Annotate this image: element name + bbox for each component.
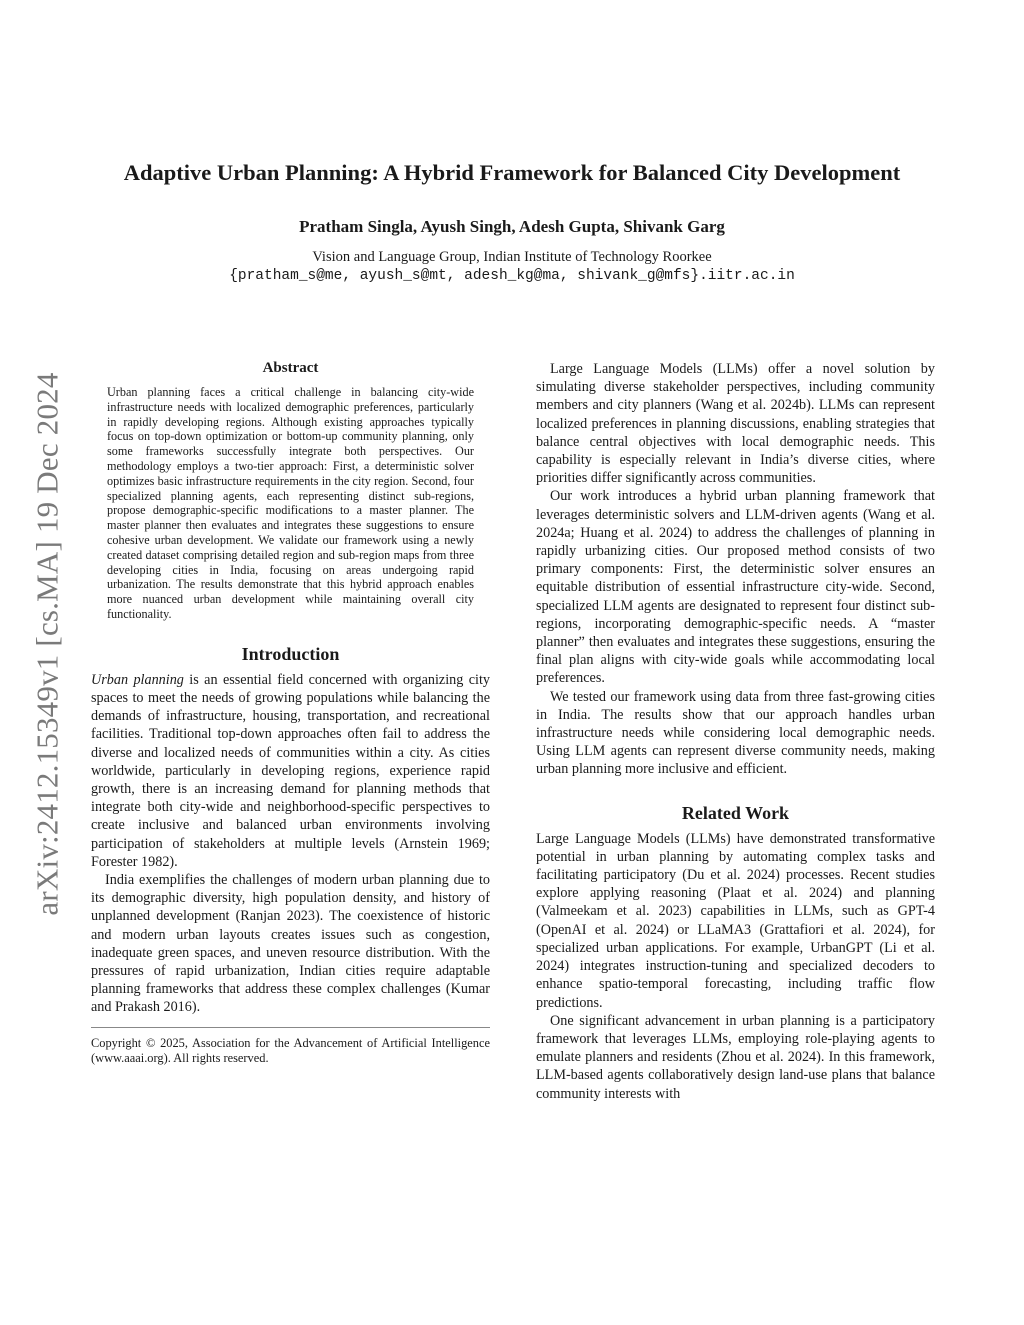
related-work-heading: Related Work [681, 802, 790, 823]
author-emails: {pratham_s@me, ayush_s@mt, adesh_kg@ma, shivank_g@mfs}.iitr.ac.in [229, 268, 795, 284]
right-paragraph-2: Our work introduces a hybrid urban planning framework that leverages deterministic solvers and LLM-driven agents (Wang et al. 2024a; Huang et al. 2024) to address the challenges of planning in rapidly urbanizing cities. Our proposed method consists of two primary components: First, the deterministic solver ensures an equitable distribution of essential infrastructure city-wide. Second, specialized LLM agents are designated to represent four distinct sub-regions, incorporating demographic-specific needs. A “master planner” then evaluates and integrates these suggestions, ensuring the final plan aligns with city-wide goals while accommodating local preferences. [536, 488, 935, 687]
paper-title: Adaptive Urban Planning: A Hybrid Framework for Balanced City Development [123, 160, 901, 185]
introduction-paragraph-1 [91, 671, 490, 871]
abstract-text: Urban planning faces a critical challenge in balancing city-wide infrastructure needs with localized demographic preferences, particularly in rapidly developing regions. Although existing approaches typically focus on top-down optimization or bottom-up community planning, only some frameworks successfully integrate both perspectives. Our methodology employs a two-tier approach: First, a deterministic solver optimizes basic infrastructure requirements in the city region. Second, four specialized planning agents, each representing distinct sub-regions, propose demographic-specific modifications to a master planner. The master planner then evaluates and integrates these suggestions to ensure cohesive urban development. We validate our framework using a newly created dataset comprising detailed region and sub-region maps from three developing cities in India, focusing on areas undergoing rapid urbanization. The results demonstrate that this hybrid approach enables more nuanced urban development while maintaining overall city functionality. [107, 385, 474, 621]
abstract-section [91, 360, 490, 622]
related-work-paragraph-2: One significant advancement in urban planning is a participatory framework that leverages LLMs, employing role-playing agents to emulate planners and residents (Zhou et al. 2024). In this framework, LLM-based agents collaboratively design land-use plans that balance community interests with [536, 1012, 935, 1102]
introduction-paragraph-1-text: is an essential field concerned with organizing city spaces to meet the needs of growing populations while balancing the demands of infrastructure, housing, transportation, and recreational facilities. Traditional top-down approaches often fail to address the diverse and localized needs of communities within a city. As cities worldwide, particularly in developing regions, experience rapid growth, there is an increasing demand for planning methods that integrate both city-wide and neighborhood-specific perspectives to create inclusive and balanced urban environments involving participation of stakeholders at multiple levels (Arnstein 1969; Forester 1982). [91, 671, 491, 870]
related-work-paragraph-1: Large Language Models (LLMs) have demonstrated transformative potential in urban planning by automating complex tasks and facilitating participatory (Du et al. 2024) processes. Recent studies explore applying reasoning (Plaat et al. 2024) and planning (Valmeekam et al. 2023) capabilities in LLMs, such as GPT-4 (OpenAI et al. 2024) or LLaMA3 (Grattafiori et al. 2024), for specialized urban applications. For example, UrbanGPT (Li et al. 2024) integrates instruction-tuning and specialized decoders to enhance spatio-temporal forecasting, including traffic flow predictions. [536, 830, 935, 1011]
copyright-text: Copyright © 2025, Association for the Advancement of Artificial Intelligence (www.aaai.org). All rights reserved. [91, 1035, 490, 1066]
right-paragraph-1: Large Language Models (LLMs) offer a novel solution by simulating diverse stakeholder perspectives, including community members and city planners (Wang et al. 2024b). LLMs can represent localized preferences in planning discussions, enabling strategies that balance central objectives with local demographic needs. This capability is especially relevant in India’s diverse cities, where priorities differ significantly across communities. [536, 361, 935, 487]
urban-planning-term: Urban planning [91, 671, 184, 688]
arxiv-identifier-text: arXiv:2412.15349v1 [cs.MA] 19 Dec 2024 [30, 372, 65, 916]
introduction-section [91, 644, 490, 1017]
right-paragraph-3: We tested our framework using data from three fast-growing cities in India. The results show that our approach handles urban infrastructure needs while considering local demographic needs. Using LLM agents can represent diverse community needs, making urban planning more inclusive and efficient. [536, 688, 935, 778]
abstract-heading: Abstract [262, 360, 319, 376]
related-work-section [536, 803, 935, 1103]
introduction-heading: Introduction [241, 643, 340, 664]
left-column [91, 360, 490, 1067]
arxiv-identifier [28, 345, 68, 943]
introduction-paragraph-2: India exemplifies the challenges of modern urban planning due to its demographic diversity, high population density, and history of unplanned development (Ranjan 2023). The coexistence of historic and modern urban layouts creates issues such as congestion, inadequate green spaces, and uneven resource distribution. With the pressures of rapid urbanization, Indian cities require adaptable planning frameworks that address these complex challenges (Kumar and Prakash 2016). [91, 871, 490, 1016]
affiliation: Vision and Language Group, Indian Institute of Technology Roorkee [312, 249, 712, 265]
right-column [536, 360, 935, 1103]
author-list: Pratham Singla, Ayush Singh, Adesh Gupta, Shivank Garg [299, 217, 725, 236]
copyright-footnote [91, 1027, 490, 1067]
